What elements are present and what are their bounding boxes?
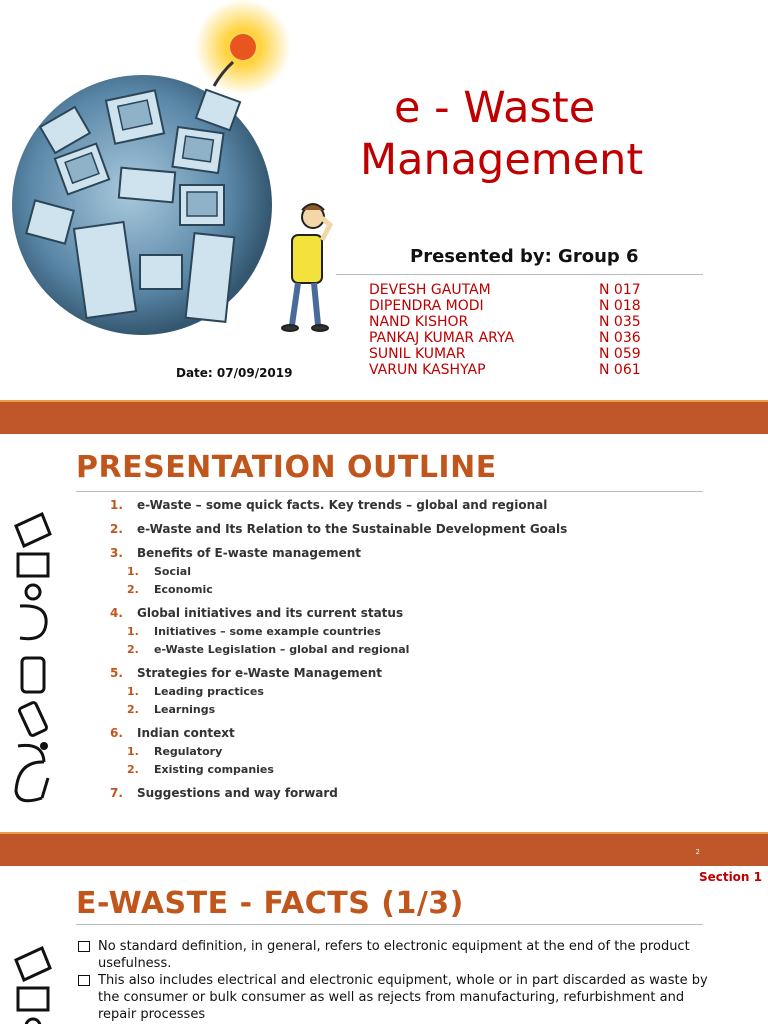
outline-item: 2. e-Waste and Its Relation to the Sustainable Development Goals [110, 522, 568, 536]
member-row [369, 362, 641, 378]
section-label: Section 1 [698, 870, 762, 884]
facts-list [78, 938, 708, 1023]
heading-divider [76, 491, 703, 492]
member-row [369, 330, 641, 346]
member-row [369, 298, 641, 314]
fact-item: No standard definition, in general, refers to electronic equipment at the end of the product usefulness. [78, 938, 708, 972]
slide-footer-band [0, 402, 768, 434]
cartoon-man [282, 204, 330, 331]
outline-sublist [110, 745, 567, 776]
member-name: DIPENDRA MODI [369, 298, 484, 314]
presented-by: Presented by: Group 6 [410, 246, 639, 267]
facts-heading: E-WASTE - FACTS (1/3) [76, 886, 464, 921]
slide-number: 2 [695, 848, 700, 856]
member-roll: N 036 [599, 330, 641, 346]
outline-list [110, 498, 567, 810]
outline-subitem: 1. Regulatory [127, 745, 223, 758]
member-row [369, 314, 641, 330]
member-name: SUNIL KUMAR [369, 346, 466, 362]
member-name: DEVESH GAUTAM [369, 282, 491, 298]
outline-item: 7. Suggestions and way forward [110, 786, 338, 800]
member-row [369, 346, 641, 362]
facts-slide [0, 866, 768, 1024]
outline-subitem: 1. Social [127, 565, 191, 578]
member-roll: N 018 [599, 298, 641, 314]
divider [336, 274, 703, 275]
outline-subitem: 1. Initiatives – some example countries [127, 625, 381, 638]
outline-subitem: 2. e-Waste Legislation – global and regional [127, 643, 410, 656]
outline-sublist [110, 685, 567, 716]
outline-item: 1. e-Waste – some quick facts. Key trends – global and regional [110, 498, 548, 512]
member-roll: N 017 [599, 282, 641, 298]
outline-slide [0, 434, 768, 832]
title-line-1: e - Waste [394, 83, 596, 133]
member-row [369, 282, 641, 298]
outline-subitem: 2. Existing companies [127, 763, 274, 776]
checkbox-bullet-icon [78, 941, 90, 952]
ewaste-logo-icon [8, 940, 58, 1024]
outline-item: 6. Indian context 1. Regulatory 2. Existing companies [110, 726, 567, 776]
outline-heading: PRESENTATION OUTLINE [76, 450, 497, 485]
outline-subitem: 1. Leading practices [127, 685, 264, 698]
member-roll: N 061 [599, 362, 641, 378]
outline-subitem: 2. Economic [127, 583, 213, 596]
outline-subitem: 2. Learnings [127, 703, 216, 716]
heading-divider [76, 924, 703, 925]
member-list [369, 282, 641, 378]
title-line-2: Management [360, 135, 644, 185]
slide-footer-band [0, 834, 768, 866]
member-name: VARUN KASHYAP [369, 362, 486, 378]
member-name: PANKAJ KUMAR ARYA [369, 330, 515, 346]
ewaste-logo-icon [8, 506, 58, 806]
outline-item: 3. Benefits of E-waste management 1. Social 2. Economic [110, 546, 567, 596]
member-name: NAND KISHOR [369, 314, 469, 330]
member-roll: N 059 [599, 346, 641, 362]
checkbox-bullet-icon [78, 975, 90, 986]
ewaste-bomb-illustration [0, 0, 340, 345]
member-roll: N 035 [599, 314, 641, 330]
fact-item: This also includes electrical and electronic equipment, whole or in part discarded as waste by the consumer or bulk consumer as well as rejects from manufacturing, refurbishment and repair processes [78, 972, 708, 1023]
outline-sublist [110, 565, 567, 596]
outline-item: 5. Strategies for e-Waste Management 1. Leading practices 2. Learnings [110, 666, 567, 716]
title-slide [0, 0, 768, 400]
outline-sublist [110, 625, 567, 656]
outline-item: 4. Global initiatives and its current status 1. Initiatives – some example countries 2. e-Waste Legislation – global and regional [110, 606, 567, 656]
slide-title [360, 82, 760, 186]
presentation-date: Date: 07/09/2019 [176, 366, 293, 380]
